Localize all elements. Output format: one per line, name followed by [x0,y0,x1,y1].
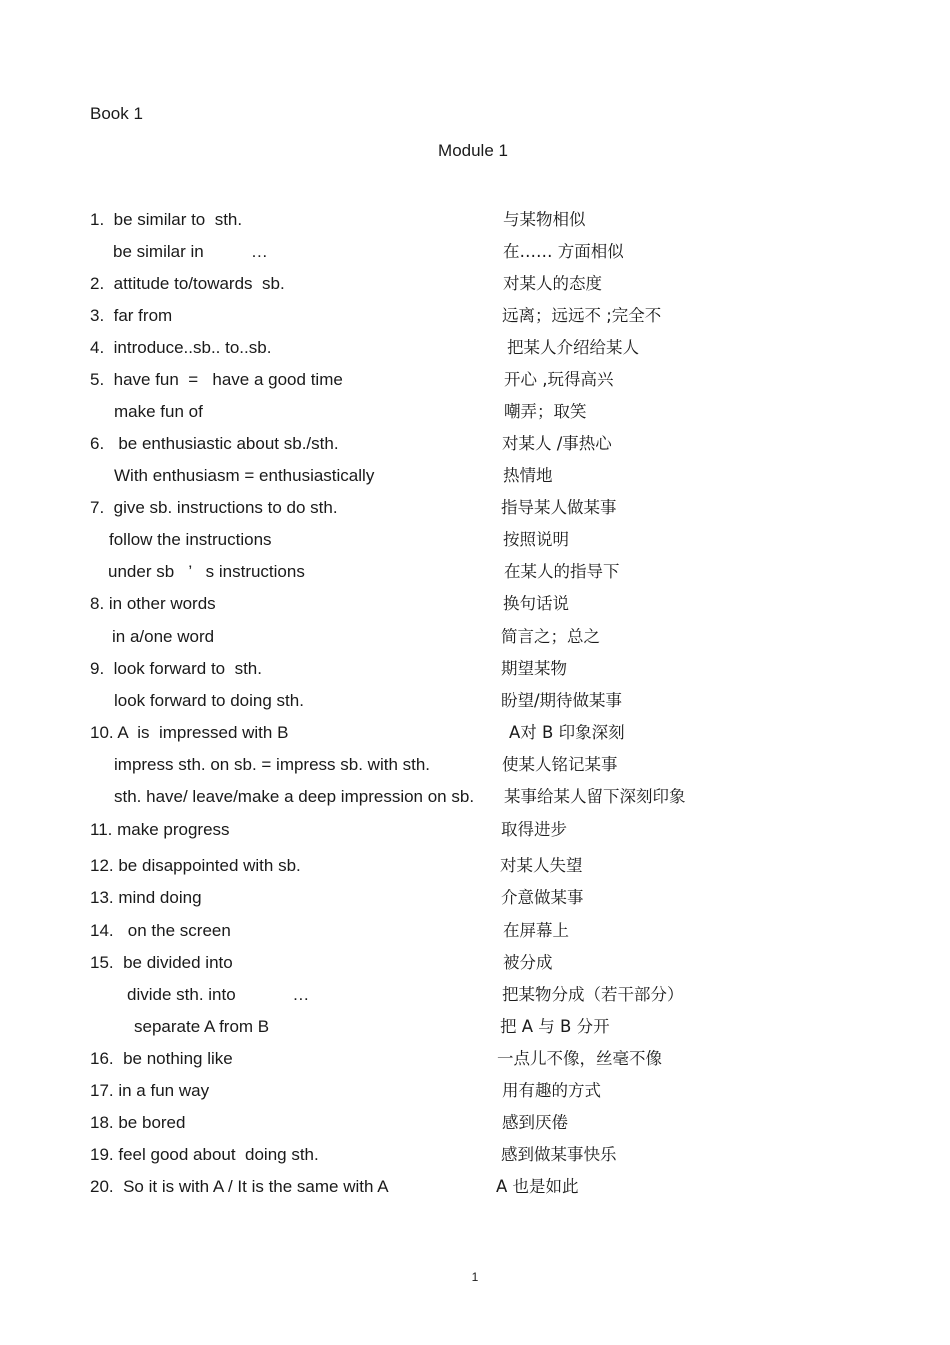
entry-chinese: 按照说明 [503,530,569,549]
entry-chinese: 在…… 方面相似 [503,242,624,261]
entry-english: 9. look forward to sth. [90,659,262,678]
entry-english: make fun of [114,402,203,421]
entry-chinese: 在屏幕上 [503,921,569,940]
entry-row-7b [0,528,950,552]
entry-chinese: 某事给某人留下深刻印象 [504,787,686,806]
entry-chinese: 对某人的态度 [503,274,602,293]
entry-row-14 [0,919,950,943]
entry-chinese: A对 B 印象深刻 [509,723,625,742]
entry-chinese: 指导某人做某事 [501,498,617,517]
entry-row-2 [0,272,950,296]
entry-chinese: 对某人失望 [500,856,583,875]
entry-row-15 [0,951,950,975]
entry-chinese: 感到厌倦 [502,1113,568,1132]
entry-chinese: 使某人铭记某事 [502,755,618,774]
entry-english: 16. be nothing like [90,1049,233,1068]
entry-row-8 [0,592,950,616]
entry-english: 6. be enthusiastic about sb./sth. [90,434,339,453]
entry-english: 4. introduce..sb.. to..sb. [90,338,272,357]
entry-row-12 [0,854,950,878]
entry-chinese: 感到做某事快乐 [501,1145,617,1164]
entry-english: 13. mind doing [90,888,202,907]
module-title: Module 1 [438,141,508,160]
entry-row-10 [0,721,950,745]
entry-chinese: 换句话说 [503,594,569,613]
entry-chinese: 用有趣的方式 [502,1081,601,1100]
entry-chinese: 远离；远远不 ;完全不 [502,306,662,325]
entry-row-15c [0,1015,950,1039]
entry-chinese: 盼望/期待做某事 [501,691,623,710]
entry-chinese: 被分成 [503,953,553,972]
entry-english: look forward to doing sth. [114,691,304,710]
entry-english: separate A from B [134,1017,270,1036]
entry-chinese: 把 A 与 B 分开 [500,1017,610,1036]
entry-english: divide sth. into … [127,985,310,1004]
entry-chinese: 取得进步 [501,820,567,839]
entry-row-18 [0,1111,950,1135]
entry-row-5b [0,400,950,424]
entry-chinese: 把某物分成（若干部分） [502,985,684,1004]
entry-chinese: 期望某物 [501,659,567,678]
entry-english: 2. attitude to/towards sb. [90,274,285,293]
entry-english: 5. have fun = have a good time [90,370,343,389]
entry-row-15b [0,983,950,1007]
entry-row-5 [0,368,950,392]
entry-english: under sb ’ s instructions [108,562,305,581]
entry-row-6 [0,432,950,456]
entry-chinese: A 也是如此 [496,1177,579,1196]
entry-row-19 [0,1143,950,1167]
entry-row-1b [0,240,950,264]
entry-english: impress sth. on sb. = impress sb. with sth. [114,755,431,774]
book-title: Book 1 [90,104,143,123]
entry-chinese: 介意做某事 [501,888,584,907]
entry-row-8b [0,625,950,649]
entry-english: 12. be disappointed with sb. [90,856,301,875]
entry-english: 11. make progress [90,820,230,839]
entry-english: 1. be similar to sth. [90,210,243,229]
entry-english: 17. in a fun way [90,1081,210,1100]
entry-row-9b [0,689,950,713]
entry-english: 3. far from [90,306,173,325]
page-number: 1 [471,1270,479,1284]
entry-row-20 [0,1175,950,1199]
entry-english: 14. on the screen [90,921,231,940]
entry-chinese: 嘲弄；取笑 [504,402,587,421]
entry-row-7 [0,496,950,520]
entry-row-9 [0,657,950,681]
entry-english: in a/one word [112,627,215,646]
entry-english: 8. in other words [90,594,216,613]
entry-chinese: 热情地 [503,466,553,485]
entry-row-4 [0,336,950,360]
entry-chinese: 在某人的指导下 [504,562,620,581]
entry-english: 19. feel good about doing sth. [90,1145,319,1164]
entry-chinese: 与某物相似 [503,210,586,229]
entry-english: With enthusiasm = enthusiastically [114,466,375,485]
entry-chinese: 把某人介绍给某人 [507,338,639,357]
entry-row-10b [0,753,950,777]
entry-row-10c [0,785,950,809]
entry-english: 15. be divided into [90,953,233,972]
entry-english: be similar in … [113,242,268,261]
entry-english: follow the instructions [109,530,272,549]
entry-row-1 [0,208,950,232]
entry-row-7c [0,560,950,584]
entry-row-3 [0,304,950,328]
entry-row-17 [0,1079,950,1103]
entry-english: 10. A is impressed with B [90,723,289,742]
entry-row-6b [0,464,950,488]
entry-english: 20. So it is with A / It is the same with A [90,1177,389,1196]
entry-row-16 [0,1047,950,1071]
entry-chinese: 对某人 /事热心 [502,434,612,453]
entry-row-13 [0,886,950,910]
entry-english: sth. have/ leave/make a deep impression on sb. [114,787,475,806]
entry-chinese: 开心 ,玩得高兴 [504,370,614,389]
entry-row-11 [0,818,950,842]
entry-chinese: 简言之；总之 [501,627,600,646]
entry-english: 18. be bored [90,1113,186,1132]
entry-chinese: 一点儿不像，丝毫不像 [497,1049,662,1068]
entry-english: 7. give sb. instructions to do sth. [90,498,338,517]
